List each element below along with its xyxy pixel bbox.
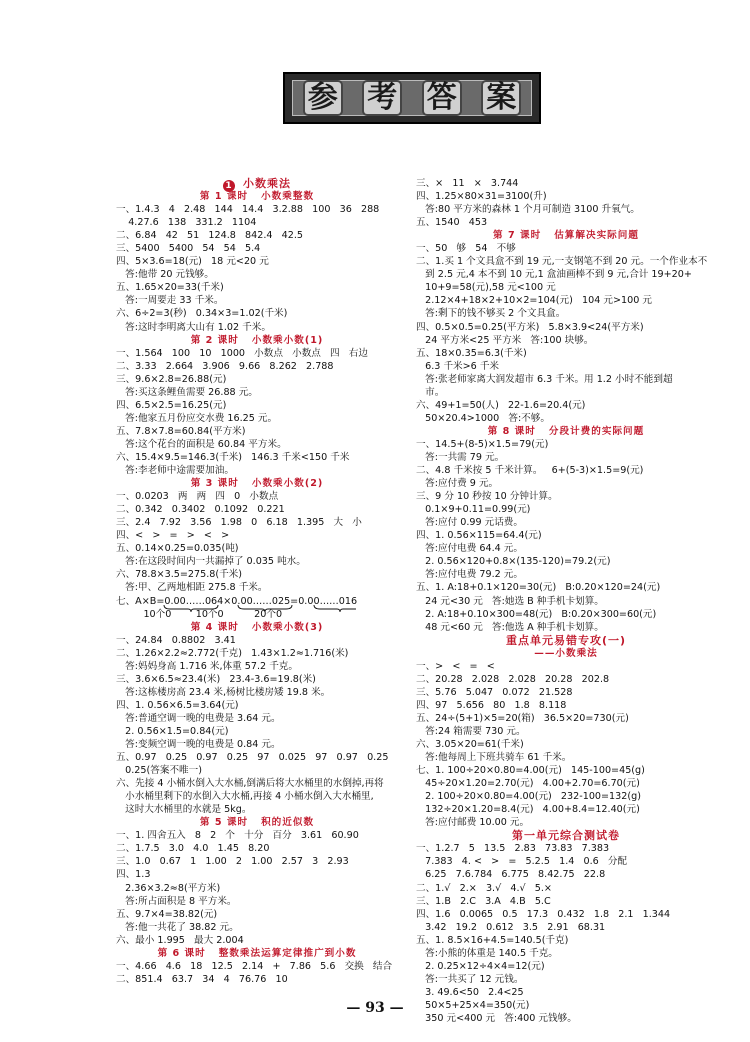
answer-line: 一、50 够 54 不够 [416,243,516,255]
section-heading: 第 5 课时 积的近似数 [199,817,315,829]
unit-number-badge: 1 [223,180,235,192]
answer-line: 三、5400 5400 54 54 5.4 [116,243,261,255]
answer-line: 五、9.7×4=38.82(元) [116,908,218,920]
answer-key-banner [283,72,541,124]
answer-line: 五、0.97 0.25 0.97 0.25 97 0.025 97 0.97 0.25 [116,752,389,764]
underbrace-marks [156,604,356,612]
answer-line: 四、97 5.656 80 1.8 8.118 [416,699,567,711]
answer-line: 一、4.66 4.6 18 12.5 2.14 + 7.86 5.6 交换 结合 [116,960,393,972]
unit-title: 小数乘法 [243,177,291,190]
answer-line: 答:他一共花了 38.82 元。 [116,921,239,933]
answer-line: 四、1.6 0.0065 0.5 17.3 0.432 1.8 2.1 1.344 [416,908,671,920]
section-heading: 第 7 课时 估算解决实际问题 [493,230,639,242]
answer-line: 四、< > = > < > [116,530,230,542]
answer-line: 答:应付邮费 10.00 元。 [416,817,530,829]
answer-line: 答:买这条鲤鱼需要 26.88 元。 [116,386,258,398]
right-column [416,177,716,1025]
page-number: — 93 — [346,1000,404,1016]
banner-char-3: 答 [424,82,460,114]
answer-line: 答:他每周上下班共骑车 61 千米。 [416,752,572,764]
answer-line: 2. A:18+0.10×300=48(元) B:0.20×300=60(元) [416,608,657,620]
answer-line: 2. 0.56×120+0.8×(135-120)=79.2(元) [416,556,611,568]
answer-line: 三、1.B 2.C 3.A 4.B 5.C [416,895,551,907]
answer-line: 3. 49.6<50 2.4<25 [416,986,524,998]
answer-line: 二、1.26×2.2≈2.772(千克) 1.43×1.2≈1.716(米) [116,647,349,659]
answer-line: 2. 0.56×1.5=0.84(元) [116,725,229,737]
answer-line: 二、4.8 千米按 5 千米计算。 6+(5-3)×1.5=9(元) [416,465,644,477]
answer-line: 一、14.5+(8-5)×1.5=79(元) [416,438,549,450]
answer-line: 答:普通空调一晚的电费是 3.64 元。 [116,712,281,724]
answer-line: 四、1.25×80×31=3100(升) [416,191,547,203]
answer-line: 这时大水桶里的水就是 5kg。 [116,804,252,816]
answer-line: 一、0.0203 两 两 四 0 小数点 [116,491,279,503]
answer-line: 答:24 箱需要 730 元。 [416,725,526,737]
answer-line: 四、0.5×0.5=0.25(平方米) 5.8×3.9<24(平方米) [416,321,644,333]
answer-line: 六、78.8×3.5=275.8(千米) [116,569,243,581]
underbrace [314,605,356,612]
answer-line: 10+9=58(元),58 元<100 元 [416,282,556,294]
answer-line: 一、1.2.7 5 13.5 2.83 73.83 7.383 [416,843,610,855]
underbrace [238,605,292,612]
answer-line: 六、49+1=50(人) 22-1.6=20.4(元) [416,399,586,411]
answer-line: 2.12×4+18×2+10×2=104(元) 104 元>100 元 [416,295,652,307]
answer-line: 10个0 10个0 20个0 [116,608,398,621]
answer-line: 答:应付 0.99 元话费。 [416,517,523,529]
answer-line: 五、1. 8.5×16+4.5=140.5(千克) [416,934,569,946]
answer-line: 0.1×9+0.11=0.99(元) [416,504,531,516]
answer-line: 3.42 19.2 0.612 3.5 2.91 68.31 [416,921,606,933]
section-heading: 第 6 课时 整数乘法运算定律推广到小数 [157,947,357,959]
answer-line: 答:应付电费 64.4 元。 [416,543,523,555]
answer-line: 二、3.33 2.664 3.906 9.66 8.262 2.788 [116,360,334,372]
answer-line: 答:应付费 9 元。 [416,478,499,490]
answer-line: 一、1.564 100 10 1000 小数点 小数点 四 右边 [116,347,368,359]
answer-line: 六、先接 4 小桶水倒入大水桶,倒满后将大水桶里的水倒掉,再将 [116,778,384,790]
answer-line: 五、1.65×20=33(千米) [116,282,224,294]
answer-line: 6.3 千米>6 千米 [416,360,500,372]
banner-inner [292,80,532,116]
answer-line: 答:李老师中途需要加油。 [116,465,234,477]
answer-line: 三、9 分 10 秒按 10 分钟计算。 [416,491,558,503]
answer-line: 答:他家五月份应交水费 16.25 元。 [116,412,278,424]
answer-line: 六、3.05×20=61(千米) [416,739,524,751]
answer-line: 答:在这段时间内一共漏掉了 0.035 吨水。 [116,556,306,568]
answer-line: 四、1. 0.56×115=64.4(元) [416,530,542,542]
answer-line: 2. 0.25×12÷4×4=12(元) [416,960,545,972]
left-column [116,177,398,986]
answer-line: 四、1.3 [116,869,151,881]
answer-line: 五、18×0.35=6.3(千米) [416,347,527,359]
answer-line: 一、1.4.3 4 2.48 144 14.4 3.2.88 100 36 288 [116,204,380,216]
answer-line: 6.25 7.6.784 6.775 8.42.75 22.8 [416,869,606,881]
answer-line: 答:这时李明离大山有 1.02 千米。 [116,321,271,333]
section-heading: 第 1 课时 小数乘整数 [199,191,315,203]
answer-line: 二、851.4 63.7 34 4 76.76 10 [116,973,288,985]
answer-line: 答:变频空调一晚的电费是 0.84 元。 [116,739,281,751]
answer-line: 一、> < = < [416,660,495,672]
answer-line: 五、0.14×0.25=0.035(吨) [116,543,239,555]
answer-line: 三、3.6×6.5≈23.4(米) 23.4-3.6=19.8(米) [116,673,316,685]
answer-line: 24 平方米<25 平方米 答:100 块够。 [416,334,594,346]
answer-line: 132÷20×1.20=8.4(元) 4.00+8.4=12.40(元) [416,804,640,816]
answer-line: 答:剩下的钱不够买 2 个文具盒。 [416,308,566,320]
section-heading: 第 2 课时 小数乘小数(1) [190,334,324,346]
answer-line: 五、7.8×7.8=60.84(平方米) [116,425,246,437]
answer-line: 4.27.6 138 331.2 1104 [116,217,257,229]
answer-line: 六、15.4×9.5=146.3(千米) 146.3 千米<150 千米 [116,451,350,463]
answer-line: 二、0.342 0.3402 0.1092 0.221 [116,504,285,516]
answer-line: 一、24.84 0.8802 3.41 [116,634,236,646]
answer-line: 答:这个花台的面积是 60.84 平方米。 [116,438,287,450]
section-heading: 第 3 课时 小数乘小数(2) [190,478,324,490]
answer-line: 小水桶里剩下的水倒入大水桶,再接 4 小桶水倒入大水桶里, [116,791,374,803]
answer-line: 二、20.28 2.028 2.028 20.28 202.8 [416,673,610,685]
answer-line: 答:一周要走 33 千米。 [116,295,224,307]
answer-line: 七、A×B=0.00……064×0.00……025=0.00……016 [116,595,358,607]
answer-line: 答:应付电费 79.2 元。 [416,569,523,581]
answer-line: 答:一共买了 12 元钱。 [416,973,524,985]
answer-line: 四、5×3.6=18(元) 18 元<20 元 [116,256,269,268]
answer-line: 答:他带 20 元钱够。 [116,269,214,281]
answer-line: 四、6.5×2.5=16.25(元) [116,399,227,411]
answer-line: 50×20.4>1000 答:不够。 [416,412,550,424]
banner-char-2: 考 [364,82,400,114]
answer-line: 七、1. 100÷20×0.80=4.00(元) 145-100=45(g) [416,765,645,777]
section-heading: 第 8 课时 分段计费的实际问题 [487,425,645,437]
answer-line: 三、1.0 0.67 1 1.00 2 1.00 2.57 3 2.93 [116,856,349,868]
answer-line: 六、最小 1.995 最大 2.004 [116,934,244,946]
answer-line: 二、1.√ 2.× 3.√ 4.√ 5.× [416,882,552,894]
answer-line: 二、1.7.5 3.0 4.0 1.45 8.20 [116,843,270,855]
answer-line: 五、24÷(5+1)×5=20(箱) 36.5×20=730(元) [416,712,629,724]
answer-line: 六、6÷2=3(秒) 0.34×3=1.02(千米) [116,308,288,320]
answer-line: 2. 100÷20×0.80=4.00(元) 232-100=132(g) [416,791,641,803]
answer-line: 答:妈妈身高 1.716 米,体重 57.2 千克。 [116,660,298,672]
answer-line: 答:所占面积是 8 平方米。 [116,895,237,907]
answer-line: 答:这栋楼房高 23.4 米,杨树比楼房矮 19.8 米。 [116,686,331,698]
answer-line: 答:甲、乙两地相距 275.8 千米。 [116,582,268,594]
answer-line: 五、1. A:18+0.1×120=30(元) B:0.20×120=24(元) [416,582,661,594]
answer-line: 二、1.买 1 个文具盒不到 19 元,一支钢笔不到 20 元。一个作业本不 [416,256,708,268]
banner-char-1: 参 [305,82,341,114]
answer-line: 四、1. 0.56×6.5=3.64(元) [116,699,239,711]
answer-line: 45÷20×1.20=2.70(元) 4.00+2.70=6.70(元) [416,778,640,790]
banner-char-4: 案 [483,82,519,114]
answer-line: 答:张老师家离大润发超市 6.3 千米。用 1.2 小时不能到超 [416,373,673,385]
answer-line: 二、6.84 42 51 124.8 842.4 42.5 [116,230,303,242]
answer-line: 50×5+25×4=350(元) [416,999,530,1011]
section-heading: 第 4 课时 小数乘小数(3) [190,621,324,633]
answer-line: 三、9.6×2.8=26.88(元) [116,373,227,385]
answer-line: 三、× 11 × 3.744 [416,178,519,189]
answer-line: 24 元<30 元 答:她选 B 种手机卡划算。 [416,595,604,607]
answer-line: 48 元<60 元 答:他选 A 种手机卡划算。 [416,621,604,633]
section-heading [116,177,398,190]
answer-line: 三、2.4 7.92 3.56 1.98 0 6.18 1.395 大 小 [116,517,362,529]
answer-line: 7.383 4. < > = 5.2.5 1.4 0.6 分配 [416,856,628,868]
answer-line: 答:80 平方米的森林 1 个月可制造 3100 升氧气。 [416,204,640,216]
answer-line: 五、1540 453 [416,217,488,229]
answer-line: 350 元<400 元 答:400 元钱够。 [416,1013,577,1024]
answer-line: 三、5.76 5.047 0.072 21.528 [416,686,573,698]
answer-line: 答:小熊的体重是 140.5 千克。 [416,947,558,959]
answer-line: 一、1. 四舍五入 8 2 个 十分 百分 3.61 60.90 [116,830,359,842]
answer-line: 市。 [416,386,445,398]
underbrace [164,605,218,612]
answer-line: 0.25(答案不唯一) [116,765,202,777]
section-heading: 第一单元综合测试卷 [512,829,620,843]
answer-line: 答:一共需 79 元。 [416,451,505,463]
answer-line: 到 2.5 元,4 本不到 10 元,1 盒油画棒不到 9 元,合计 19+20+ [416,269,692,281]
section-heading: ——小数乘法 [534,647,598,659]
section-heading: 重点单元易错专攻(一) [505,633,627,647]
answer-line: 2.36×3.2≈8(平方米) [116,882,221,894]
